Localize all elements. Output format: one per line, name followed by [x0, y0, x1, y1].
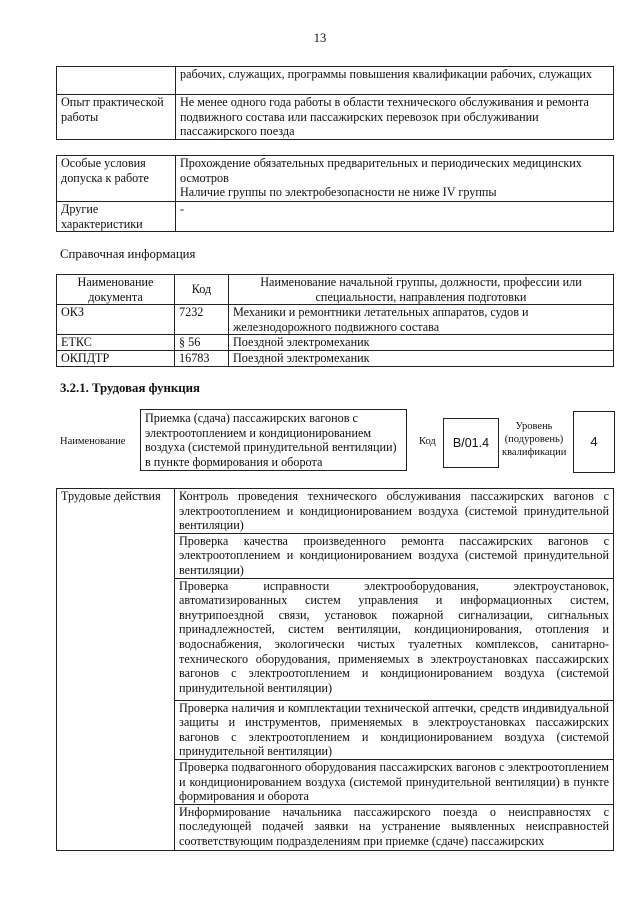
- action-item: Проверка качества произведенного ремонта пассажирских вагонов с электроотоплением и кондиционированием воздуха (системой принудительной вентиляции): [175, 533, 614, 578]
- experience-label: Опыт практической работы: [57, 95, 176, 140]
- level-label: Уровень (подуровень) квалификации: [502, 421, 567, 458]
- conditions-value: [176, 156, 614, 202]
- function-name-box: [140, 409, 407, 471]
- reference-table: [56, 274, 614, 367]
- level-value: 4: [590, 434, 598, 449]
- conditions-line: Наличие группы по электробезопасности не ниже IV группы: [180, 185, 497, 200]
- row-value: рабочих, служащих, программы повышения квалификации рабочих, служащих: [176, 67, 614, 95]
- action-item: Проверка исправности электрооборудования, электроустановок, автоматизированных систем управления и информационных систем, внутрипоездной связи, установок пожарной сигнализации, сигнальных принадлежностей, систем вентиляции, кондиционирования, отопления и водоснабжения, экологически чистых туалетных комплексов, санитарно-технического оборудования, применяемых в электроустановках пассажирских вагонов с электроотоплением и кондиционированием воздуха (системой принудительной вентиляции): [175, 578, 614, 700]
- header-code: Код: [175, 275, 229, 305]
- table-row: [57, 489, 614, 534]
- doc-cell: ЕТКС: [57, 335, 175, 351]
- doc-cell: ОКПДТР: [57, 350, 175, 366]
- table-row: [57, 156, 614, 202]
- doc-cell: ОКЗ: [57, 305, 175, 335]
- conditions-table: [56, 155, 614, 232]
- table-row: [57, 202, 614, 232]
- code-cell: 7232: [175, 305, 229, 335]
- table-row: [57, 305, 614, 335]
- page-number: 13: [313, 31, 327, 45]
- action-item: Контроль проведения технического обслуживания пассажирских вагонов с электроотоплением и кондиционированием воздуха (системой принудительной вентиляции): [175, 489, 614, 534]
- table-row: [57, 95, 614, 140]
- table-row: [57, 67, 614, 95]
- requirements-table: [56, 66, 614, 140]
- function-code-box: [443, 418, 499, 468]
- code-cell: 16783: [175, 350, 229, 366]
- name-cell: Поездной электромеханик: [229, 335, 614, 351]
- actions-table: [56, 488, 614, 851]
- reference-title: Справочная информация: [60, 247, 196, 261]
- name-cell: Поездной электромеханик: [229, 350, 614, 366]
- header-doc: Наименование документа: [57, 275, 175, 305]
- experience-value: Не менее одного года работы в области технического обслуживания и ремонта подвижного состава или пассажирских перевозок при обслуживании пассажирского поезда: [176, 95, 614, 140]
- table-row: [57, 335, 614, 351]
- function-code: В/01.4: [452, 436, 490, 450]
- other-value: -: [176, 202, 614, 232]
- code-cell: § 56: [175, 335, 229, 351]
- action-item: Проверка наличия и комплектации технической аптечки, средств индивидуальной защиты и инструментов, применяемых в электроустановках пассажирских вагонов с электроотоплением и кондиционированием воздуха (системой принудительной вентиляции): [175, 700, 614, 759]
- code-label: Код: [419, 436, 436, 447]
- conditions-label: Особые условия допуска к работе: [57, 156, 176, 202]
- name-cell: Механики и ремонтники летательных аппаратов, судов и железнодорожного подвижного состава: [229, 305, 614, 335]
- function-heading: 3.2.1. Трудовая функция: [60, 381, 200, 395]
- table-row: [57, 350, 614, 366]
- function-name: Приемка (сдача) пассажирских вагонов с электроотоплением и кондиционированием воздуха (системой принудительной вентиляции) в пункте формирования и оборота: [145, 411, 397, 469]
- table-header-row: [57, 275, 614, 305]
- other-label: Другие характеристики: [57, 202, 176, 232]
- action-item: Информирование начальника пассажирского поезда о неисправностях с последующей подачей заявки на устранение выявленных неисправностей соответствующим подразделениям при приемке (сдаче) пассажирских: [175, 804, 614, 850]
- name-label: Наименование: [60, 436, 126, 447]
- conditions-line: Прохождение обязательных предварительных и периодических медицинских осмотров: [180, 156, 582, 185]
- header-name: Наименование начальной группы, должности, профессии или специальности, направления подготовки: [229, 275, 614, 305]
- level-box: [573, 411, 615, 473]
- actions-label: Трудовые действия: [57, 489, 175, 851]
- row-label: [57, 67, 176, 95]
- action-item: Проверка подвагонного оборудования пассажирских вагонов с электроотоплением и кондиционированием воздуха (системой принудительной вентиляции) в пункте формирования и оборота: [175, 759, 614, 804]
